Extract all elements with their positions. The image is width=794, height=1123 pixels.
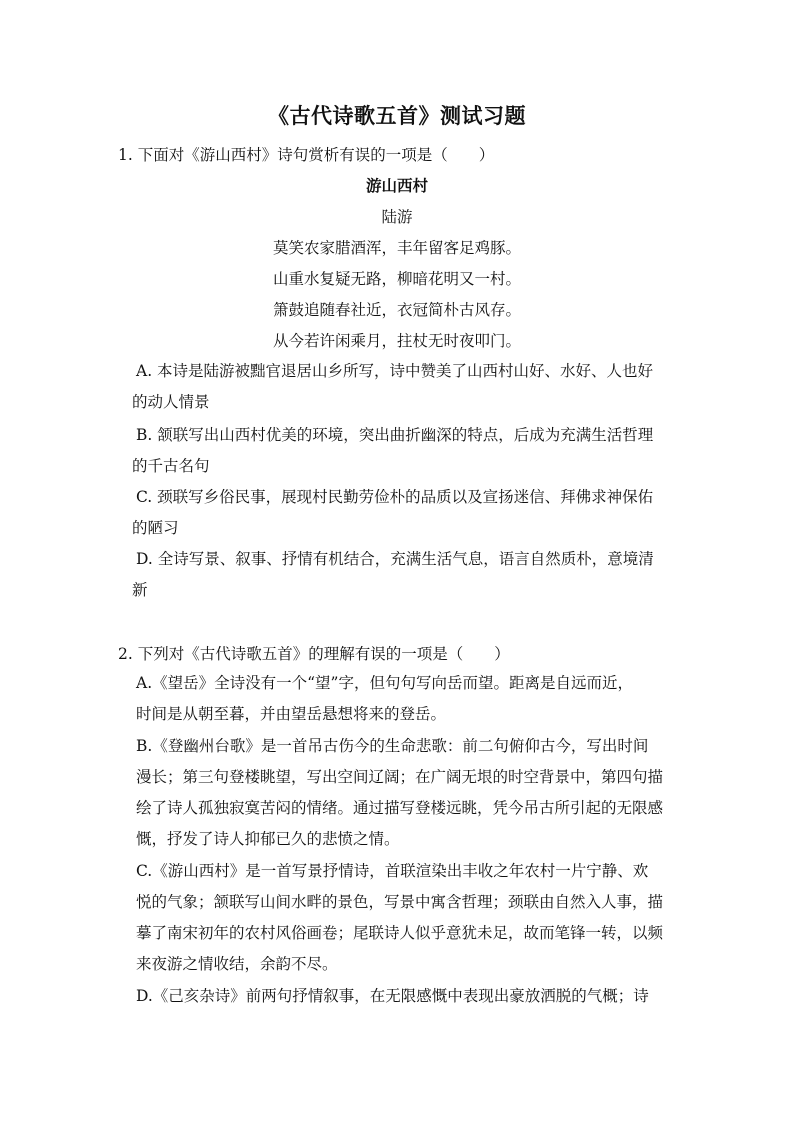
option-text-cont: 时间是从朝至暮，并由望岳悬想将来的登岳。	[136, 705, 447, 723]
option-text-cont: 来夜游之情收结，余韵不尽。	[136, 955, 338, 973]
option-text: C. 颈联写乡俗民事，展现村民勤劳俭朴的品质以及宣扬迷信、拜佛求神保佑	[136, 488, 654, 506]
poem-author: 陆游	[381, 208, 413, 226]
question-2-option-c	[130, 856, 670, 980]
option-text: C.《游山西村》是一首写景抒情诗，首联渲染出丰收之年农村一片宁静、欢	[136, 862, 649, 880]
poem-line: 莫笑农家腊酒浑，丰年留客足鸡豚。	[272, 239, 521, 257]
poem-line: 山重水复疑无路，柳暗花明又一村。	[272, 270, 521, 288]
option-text-cont: 绘了诗人孤独寂寞苦闷的情绪。通过描写登楼远眺，凭今吊古所引起的无限感	[136, 799, 664, 817]
question-1-option-c	[132, 482, 676, 544]
question-2-option-d	[130, 981, 670, 1012]
option-text-cont: 的动人情景	[132, 393, 210, 411]
question-1-stem: 1. 下面对《游山西村》诗句赏析有误的一项是（ ）	[118, 146, 495, 164]
option-text: D.《己亥杂诗》前两句抒情叙事，在无限感慨中表现出豪放洒脱的气概；诗	[136, 987, 649, 1005]
poem-line: 从今若许闲乘月，拄杖无时夜叩门。	[272, 332, 521, 350]
poem-line: 箫鼓追随春社近，衣冠简朴古风存。	[272, 301, 521, 319]
option-text-cont: 的陋习	[132, 519, 179, 537]
option-text: A.《望岳》全诗没有一个“望”字，但句句写向岳而望。距离是自远而近，	[136, 674, 633, 692]
poem-title: 游山西村	[365, 176, 428, 195]
question-2-stem: 2. 下列对《古代诗歌五首》的理解有误的一项是（ ）	[118, 645, 510, 663]
option-text: B. 颔联写出山西村优美的环境，突出曲折幽深的特点，后成为充满生活哲理	[136, 426, 654, 444]
option-text-cont: 悦的气象；颔联写山间水畔的景色，写景中寓含哲理；颈联由自然入人事，描	[136, 893, 664, 911]
question-2-option-b	[130, 731, 670, 855]
option-text: A. 本诗是陆游被黜官退居山乡所写，诗中赞美了山西村山好、水好、人也好	[136, 362, 654, 380]
option-text-cont: 慨，抒发了诗人抑郁已久的悲愤之情。	[136, 830, 400, 848]
option-text: D. 全诗写景、叙事、抒情有机结合，充满生活气息，语言自然质朴，意境清	[136, 550, 654, 568]
question-1-option-a	[132, 356, 676, 418]
question-1-option-d	[132, 544, 676, 606]
question-2-option-a	[130, 668, 670, 730]
option-text-cont: 漫长；第三句登楼眺望，写出空间辽阔；在广阔无垠的时空背景中，第四句描	[136, 768, 664, 786]
option-text: B.《登幽州台歌》是一首吊古伤今的生命悲歌：前二句俯仰古今，写出时间	[136, 737, 649, 755]
document-title: 《古代诗歌五首》测试习题	[268, 103, 526, 128]
option-text-cont: 摹了南宋初年的农村风俗画卷；尾联诗人似乎意犹未足，故而笔锋一转，以频	[136, 924, 664, 942]
question-1-option-b	[132, 420, 676, 482]
option-text-cont: 的千古名句	[132, 457, 210, 475]
option-text-cont: 新	[132, 581, 148, 599]
